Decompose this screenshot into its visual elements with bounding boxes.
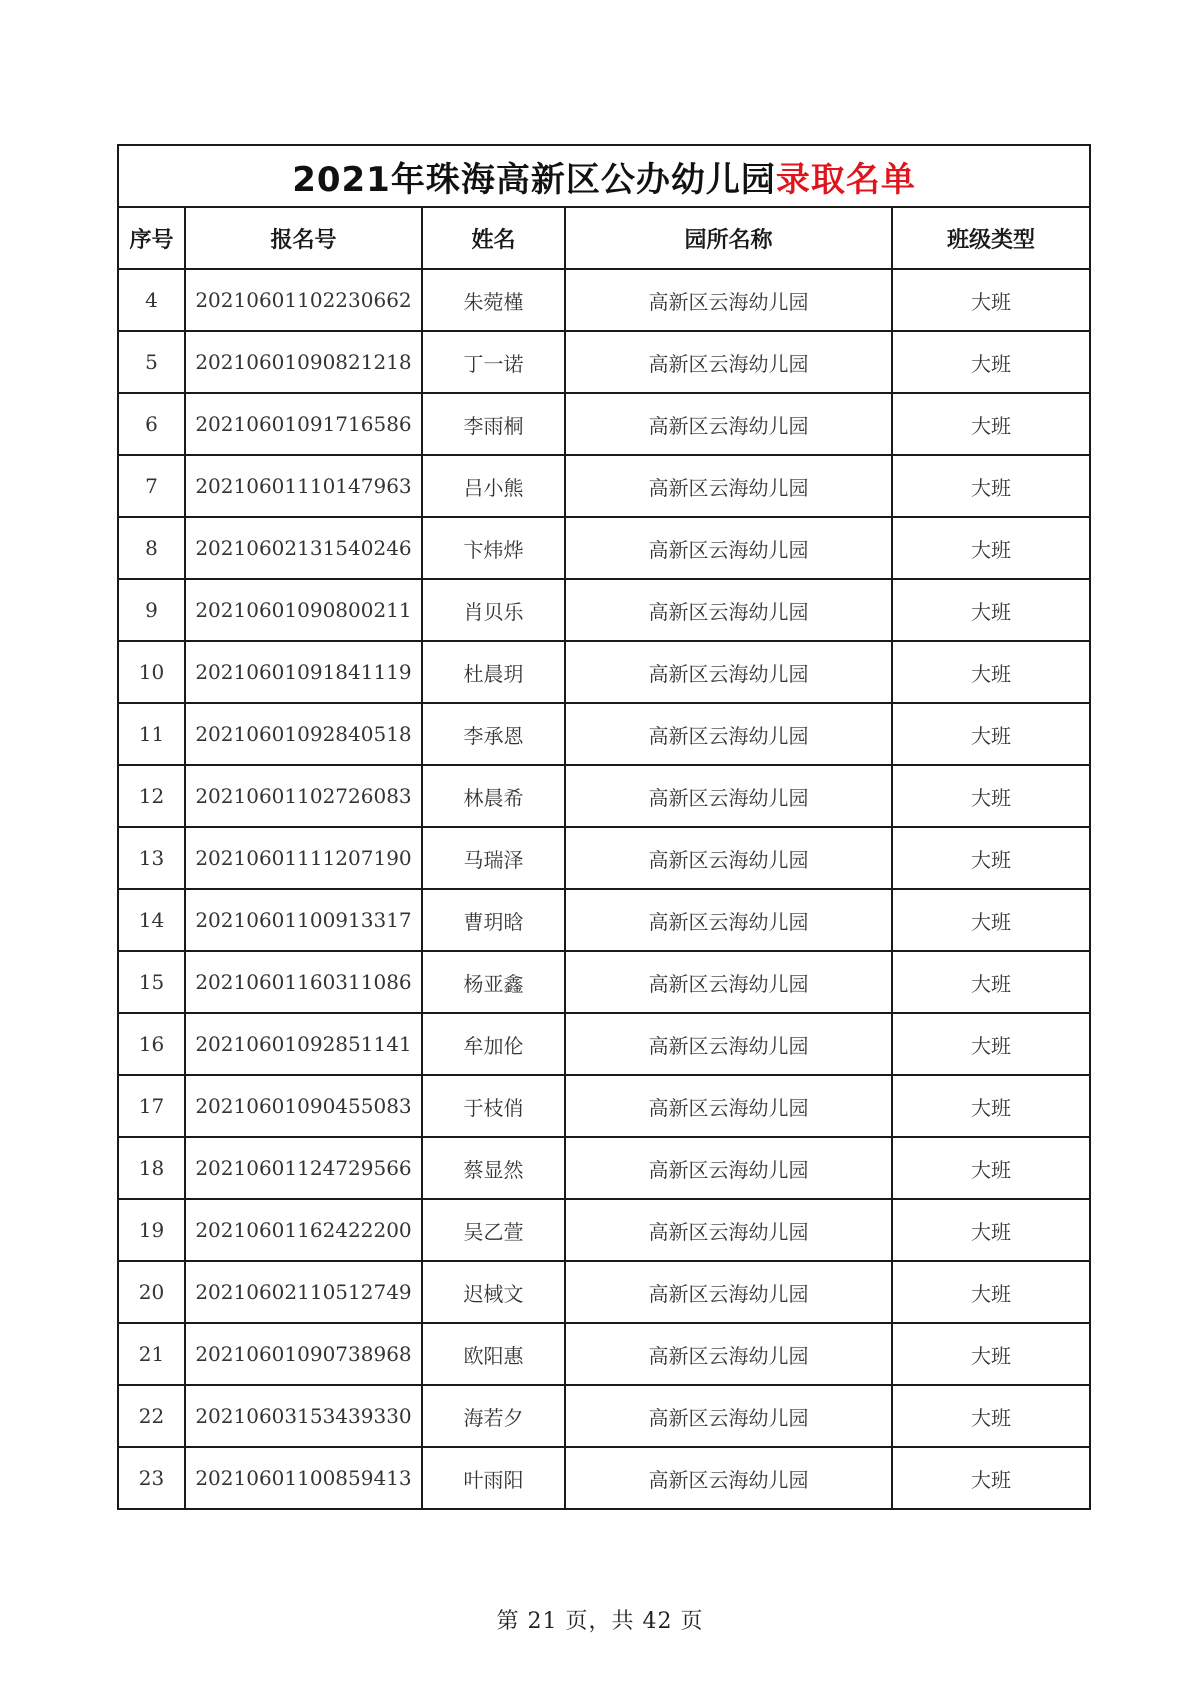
cell-class-type: 大班 (892, 1385, 1090, 1447)
cell-registration-no: 20210601162422200 (185, 1199, 422, 1261)
cell-registration-no: 20210603153439330 (185, 1385, 422, 1447)
cell-index: 18 (118, 1137, 185, 1199)
cell-index: 9 (118, 579, 185, 641)
cell-kindergarten: 高新区云海幼儿园 (565, 951, 892, 1013)
table-body (118, 269, 1090, 1509)
table-row (118, 1385, 1090, 1447)
cell-name: 丁一诺 (422, 331, 565, 393)
cell-name: 卞炜烨 (422, 517, 565, 579)
table-row (118, 765, 1090, 827)
column-header-index: 序号 (118, 207, 185, 269)
table-row (118, 1075, 1090, 1137)
column-header-registration-no: 报名号 (185, 207, 422, 269)
cell-name: 吕小熊 (422, 455, 565, 517)
cell-name: 李承恩 (422, 703, 565, 765)
cell-name: 蔡显然 (422, 1137, 565, 1199)
cell-registration-no: 20210601090821218 (185, 331, 422, 393)
cell-class-type: 大班 (892, 1261, 1090, 1323)
cell-name: 朱菀槿 (422, 269, 565, 331)
cell-kindergarten: 高新区云海幼儿园 (565, 1323, 892, 1385)
cell-kindergarten: 高新区云海幼儿园 (565, 579, 892, 641)
cell-kindergarten: 高新区云海幼儿园 (565, 1447, 892, 1509)
column-header-row (118, 207, 1090, 269)
column-header-class-type: 班级类型 (892, 207, 1090, 269)
cell-name: 李雨桐 (422, 393, 565, 455)
cell-name: 曹玥晗 (422, 889, 565, 951)
table-row (118, 517, 1090, 579)
cell-class-type: 大班 (892, 1199, 1090, 1261)
cell-registration-no: 20210601100913317 (185, 889, 422, 951)
cell-index: 11 (118, 703, 185, 765)
cell-name: 叶雨阳 (422, 1447, 565, 1509)
table-row (118, 1013, 1090, 1075)
cell-name: 马瑞泽 (422, 827, 565, 889)
cell-registration-no: 20210601160311086 (185, 951, 422, 1013)
cell-class-type: 大班 (892, 1137, 1090, 1199)
cell-class-type: 大班 (892, 269, 1090, 331)
cell-registration-no: 20210601090455083 (185, 1075, 422, 1137)
cell-index: 8 (118, 517, 185, 579)
cell-class-type: 大班 (892, 765, 1090, 827)
cell-kindergarten: 高新区云海幼儿园 (565, 1385, 892, 1447)
cell-index: 4 (118, 269, 185, 331)
cell-kindergarten: 高新区云海幼儿园 (565, 1075, 892, 1137)
cell-kindergarten: 高新区云海幼儿园 (565, 1013, 892, 1075)
cell-name: 林晨希 (422, 765, 565, 827)
cell-class-type: 大班 (892, 579, 1090, 641)
cell-name: 欧阳惠 (422, 1323, 565, 1385)
cell-kindergarten: 高新区云海幼儿园 (565, 1199, 892, 1261)
cell-index: 7 (118, 455, 185, 517)
cell-kindergarten: 高新区云海幼儿园 (565, 703, 892, 765)
table-row (118, 269, 1090, 331)
cell-index: 23 (118, 1447, 185, 1509)
table-row (118, 1261, 1090, 1323)
cell-kindergarten: 高新区云海幼儿园 (565, 455, 892, 517)
cell-name: 杜晨玥 (422, 641, 565, 703)
cell-kindergarten: 高新区云海幼儿园 (565, 331, 892, 393)
cell-name: 迟棫文 (422, 1261, 565, 1323)
table-row (118, 641, 1090, 703)
cell-class-type: 大班 (892, 1323, 1090, 1385)
table-row (118, 1447, 1090, 1509)
cell-name: 海若夕 (422, 1385, 565, 1447)
cell-index: 6 (118, 393, 185, 455)
cell-index: 13 (118, 827, 185, 889)
cell-class-type: 大班 (892, 455, 1090, 517)
cell-registration-no: 20210601091716586 (185, 393, 422, 455)
cell-registration-no: 20210601092851141 (185, 1013, 422, 1075)
admission-list-table (117, 144, 1091, 1510)
cell-class-type: 大班 (892, 517, 1090, 579)
cell-registration-no: 20210601111207190 (185, 827, 422, 889)
cell-registration-no: 20210601102726083 (185, 765, 422, 827)
cell-class-type: 大班 (892, 889, 1090, 951)
cell-index: 12 (118, 765, 185, 827)
table-row (118, 579, 1090, 641)
cell-registration-no: 20210601100859413 (185, 1447, 422, 1509)
cell-index: 19 (118, 1199, 185, 1261)
column-header-kindergarten: 园所名称 (565, 207, 892, 269)
cell-kindergarten: 高新区云海幼儿园 (565, 1137, 892, 1199)
table-row (118, 393, 1090, 455)
table-row (118, 703, 1090, 765)
cell-kindergarten: 高新区云海幼儿园 (565, 765, 892, 827)
cell-index: 14 (118, 889, 185, 951)
table-row (118, 889, 1090, 951)
cell-kindergarten: 高新区云海幼儿园 (565, 517, 892, 579)
cell-class-type: 大班 (892, 1075, 1090, 1137)
cell-class-type: 大班 (892, 331, 1090, 393)
cell-registration-no: 20210602110512749 (185, 1261, 422, 1323)
cell-registration-no: 20210601092840518 (185, 703, 422, 765)
cell-class-type: 大班 (892, 1447, 1090, 1509)
column-header-name: 姓名 (422, 207, 565, 269)
cell-registration-no: 20210601090738968 (185, 1323, 422, 1385)
cell-kindergarten: 高新区云海幼儿园 (565, 1261, 892, 1323)
cell-name: 牟加伦 (422, 1013, 565, 1075)
cell-class-type: 大班 (892, 827, 1090, 889)
cell-class-type: 大班 (892, 703, 1090, 765)
table-row (118, 331, 1090, 393)
cell-name: 吴乙萱 (422, 1199, 565, 1261)
cell-kindergarten: 高新区云海幼儿园 (565, 889, 892, 951)
cell-kindergarten: 高新区云海幼儿园 (565, 393, 892, 455)
cell-registration-no: 20210601124729566 (185, 1137, 422, 1199)
cell-name: 于枝俏 (422, 1075, 565, 1137)
page-footer: 第 21 页，共 42 页 (496, 1609, 704, 1634)
table-row (118, 455, 1090, 517)
cell-index: 15 (118, 951, 185, 1013)
cell-kindergarten: 高新区云海幼儿园 (565, 641, 892, 703)
cell-index: 20 (118, 1261, 185, 1323)
table-row (118, 1323, 1090, 1385)
cell-index: 5 (118, 331, 185, 393)
cell-name: 肖贝乐 (422, 579, 565, 641)
cell-index: 22 (118, 1385, 185, 1447)
table-row (118, 1199, 1090, 1261)
cell-index: 16 (118, 1013, 185, 1075)
cell-kindergarten: 高新区云海幼儿园 (565, 269, 892, 331)
cell-registration-no: 20210601110147963 (185, 455, 422, 517)
cell-registration-no: 20210601091841119 (185, 641, 422, 703)
cell-class-type: 大班 (892, 641, 1090, 703)
cell-kindergarten: 高新区云海幼儿园 (565, 827, 892, 889)
cell-registration-no: 20210601090800211 (185, 579, 422, 641)
cell-registration-no: 20210601102230662 (185, 269, 422, 331)
cell-class-type: 大班 (892, 951, 1090, 1013)
cell-name: 杨亚鑫 (422, 951, 565, 1013)
cell-registration-no: 20210602131540246 (185, 517, 422, 579)
table-title (118, 145, 1090, 207)
table-title-main: 2021年珠海高新区公办幼儿园 (292, 159, 776, 200)
table-row (118, 951, 1090, 1013)
table-row (118, 1137, 1090, 1199)
cell-index: 21 (118, 1323, 185, 1385)
table-row (118, 827, 1090, 889)
cell-index: 10 (118, 641, 185, 703)
cell-class-type: 大班 (892, 1013, 1090, 1075)
table-title-highlight: 录取名单 (775, 159, 916, 200)
cell-index: 17 (118, 1075, 185, 1137)
cell-class-type: 大班 (892, 393, 1090, 455)
